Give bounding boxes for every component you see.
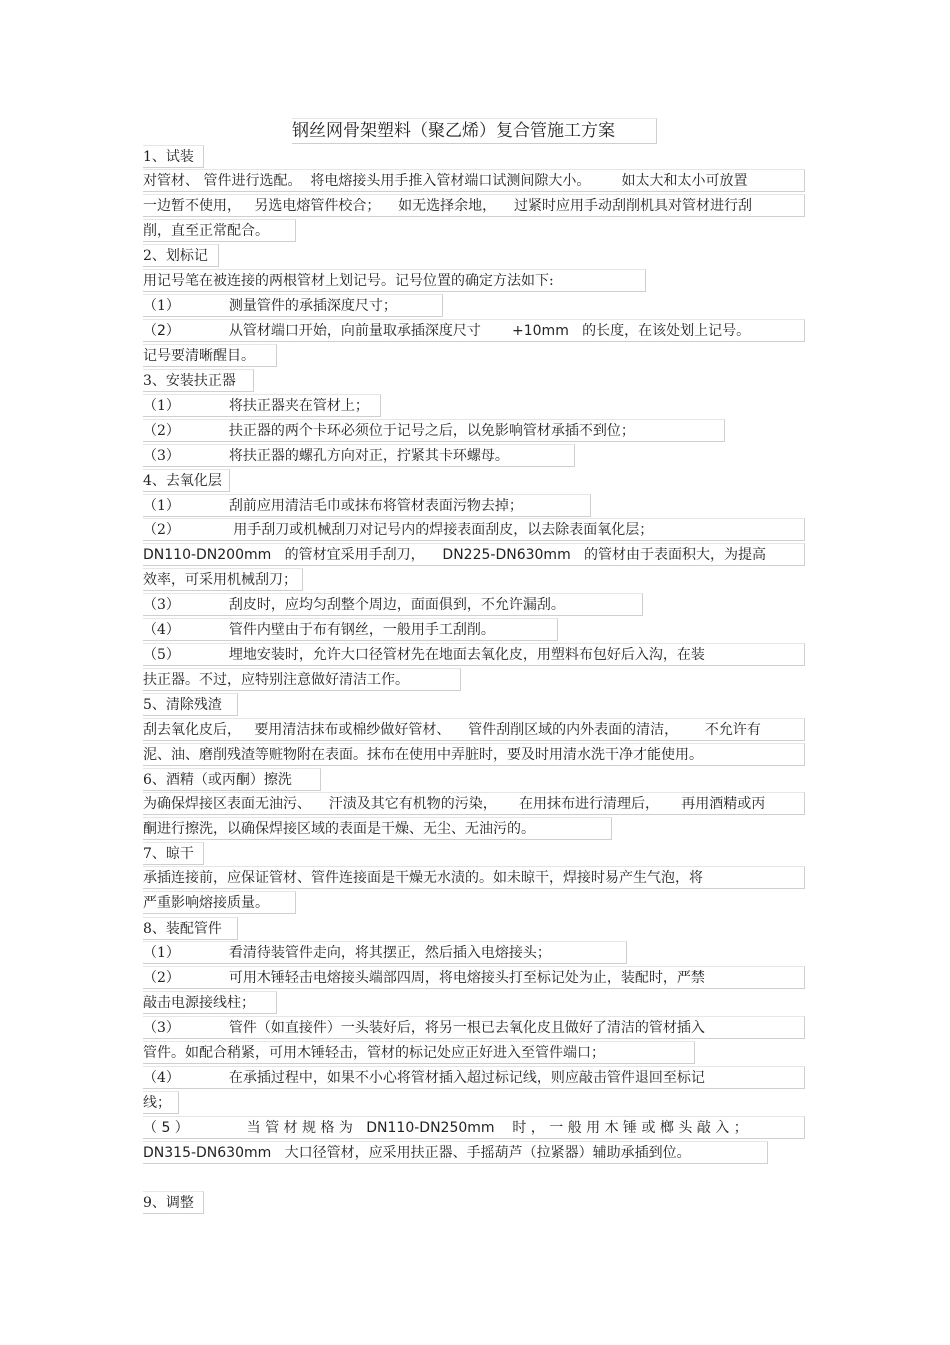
text-line: 7、晾干 — [143, 842, 204, 865]
text-line: 一边暂不使用， 另选电熔管件校合； 如无选择余地， 过紧时应用手动刮削机具对管材进行刮 — [143, 194, 805, 217]
document-title: 钢丝网骨架塑料（聚乙烯）复合管施工方案 — [292, 118, 657, 144]
text-line: （2） 可用木锤轻击电熔接头端部四周，将电熔接头打至标记处为止，装配时，严禁 — [143, 966, 805, 989]
text-line: （2） 用手刮刀或机械刮刀对记号内的焊接表面刮皮，以去除表面氧化层； — [143, 518, 805, 541]
text-line: （3） 将扶正器的螺孔方向对正，拧紧其卡环螺母。 — [143, 444, 575, 467]
text-line: 管件。如配合稍紧，可用木锤轻击，管材的标记处应正好进入至管件端口； — [143, 1041, 695, 1064]
text-line: 用记号笔在被连接的两根管材上划记号。记号位置的确定方法如下: — [143, 269, 646, 292]
text-line: （3） 刮皮时，应均匀刮整个周边，面面俱到，不允许漏刮。 — [143, 593, 643, 616]
text-line: 承插连接前，应保证管材、管件连接面是干燥无水渍的。如未晾干，焊接时易产生气泡，将 — [143, 866, 805, 889]
text-line: 酮进行擦洗，以确保焊接区域的表面是干燥、无尘、无油污的。 — [143, 817, 612, 840]
text-line: DN110-DN200mm 的管材宜采用手刮刀， DN225-DN630mm 的管材由于表面积大，为提高 — [143, 543, 805, 566]
text-line: （4） 在承插过程中，如果不小心将管材插入超过标记线，则应敲击管件退回至标记 — [143, 1066, 805, 1089]
text-line: （1） 刮前应用清洁毛巾或抹布将管材表面污物去掉； — [143, 494, 591, 517]
text-line: 扶正器。不过，应特别注意做好清洁工作。 — [143, 668, 461, 691]
text-line: （2） 从管材端口开始，向前量取承插深度尺寸 +10mm 的长度，在该处划上记号。 — [143, 319, 805, 342]
text-line: 为确保焊接区表面无油污、 汗渍及其它有机物的污染， 在用抹布进行清理后， 再用酒精或丙 — [143, 792, 805, 815]
text-line: 9、调整 — [143, 1191, 204, 1214]
text-line: 线； — [143, 1091, 179, 1114]
text-line: （1） 将扶正器夹在管材上； — [143, 394, 381, 417]
text-line: 削，直至正常配合。 — [143, 219, 296, 242]
text-line: （ 5 ） 当 管 材 规 格 为 DN110-DN250mm 时 ， 一 般 用 木 锤 或 榔 头 敲 入 ； — [143, 1116, 805, 1139]
text-line: 泥、油、磨削残渣等赃物附在表面。抹布在使用中弄脏时，要及时用清水洗干净才能使用。 — [143, 743, 805, 766]
text-line: 效率，可采用机械刮刀； — [143, 568, 303, 591]
text-line: 5、清除残渣 — [143, 693, 238, 716]
text-line: 6、酒精（或丙酮）擦洗 — [143, 768, 321, 791]
text-line: 4、去氧化层 — [143, 469, 230, 492]
text-line: 2、划标记 — [143, 244, 219, 267]
text-line: 1、试装 — [143, 145, 204, 168]
text-line: 记号要清晰醒目。 — [143, 344, 277, 367]
text-line: （3） 管件（如直接件）一头装好后，将另一根已去氧化皮且做好了清洁的管材插入 — [143, 1016, 805, 1039]
text-line: 8、装配管件 — [143, 917, 238, 940]
text-line: 3、安装扶正器 — [143, 369, 254, 392]
text-line: （1） 看清待装管件走向，将其摆正，然后插入电熔接头； — [143, 941, 627, 964]
text-line: 敲击电源接线柱； — [143, 991, 277, 1014]
text-line: （5） 埋地安装时，允许大口径管材先在地面去氧化皮，用塑料布包好后入沟，在装 — [143, 643, 805, 666]
text-line: 刮去氧化皮后， 要用清洁抹布或棉纱做好管材、 管件刮削区域的内外表面的清洁， 不允许有 — [143, 718, 805, 741]
text-line: 严重影响熔接质量。 — [143, 891, 296, 914]
text-line: （4） 管件内壁由于布有钢丝，一般用手工刮削。 — [143, 618, 558, 641]
text-line: （1） 测量管件的承插深度尺寸； — [143, 294, 443, 317]
text-line: 对管材、 管件进行选配。 将电熔接头用手推入管材端口试测间隙大小。 如太大和太小可放置 — [143, 169, 805, 192]
text-line: DN315-DN630mm 大口径管材，应采用扶正器、手摇葫芦（拉紧器）辅助承插到位。 — [143, 1141, 768, 1164]
text-line: （2） 扶正器的两个卡环必须位于记号之后，以免影响管材承插不到位； — [143, 419, 725, 442]
